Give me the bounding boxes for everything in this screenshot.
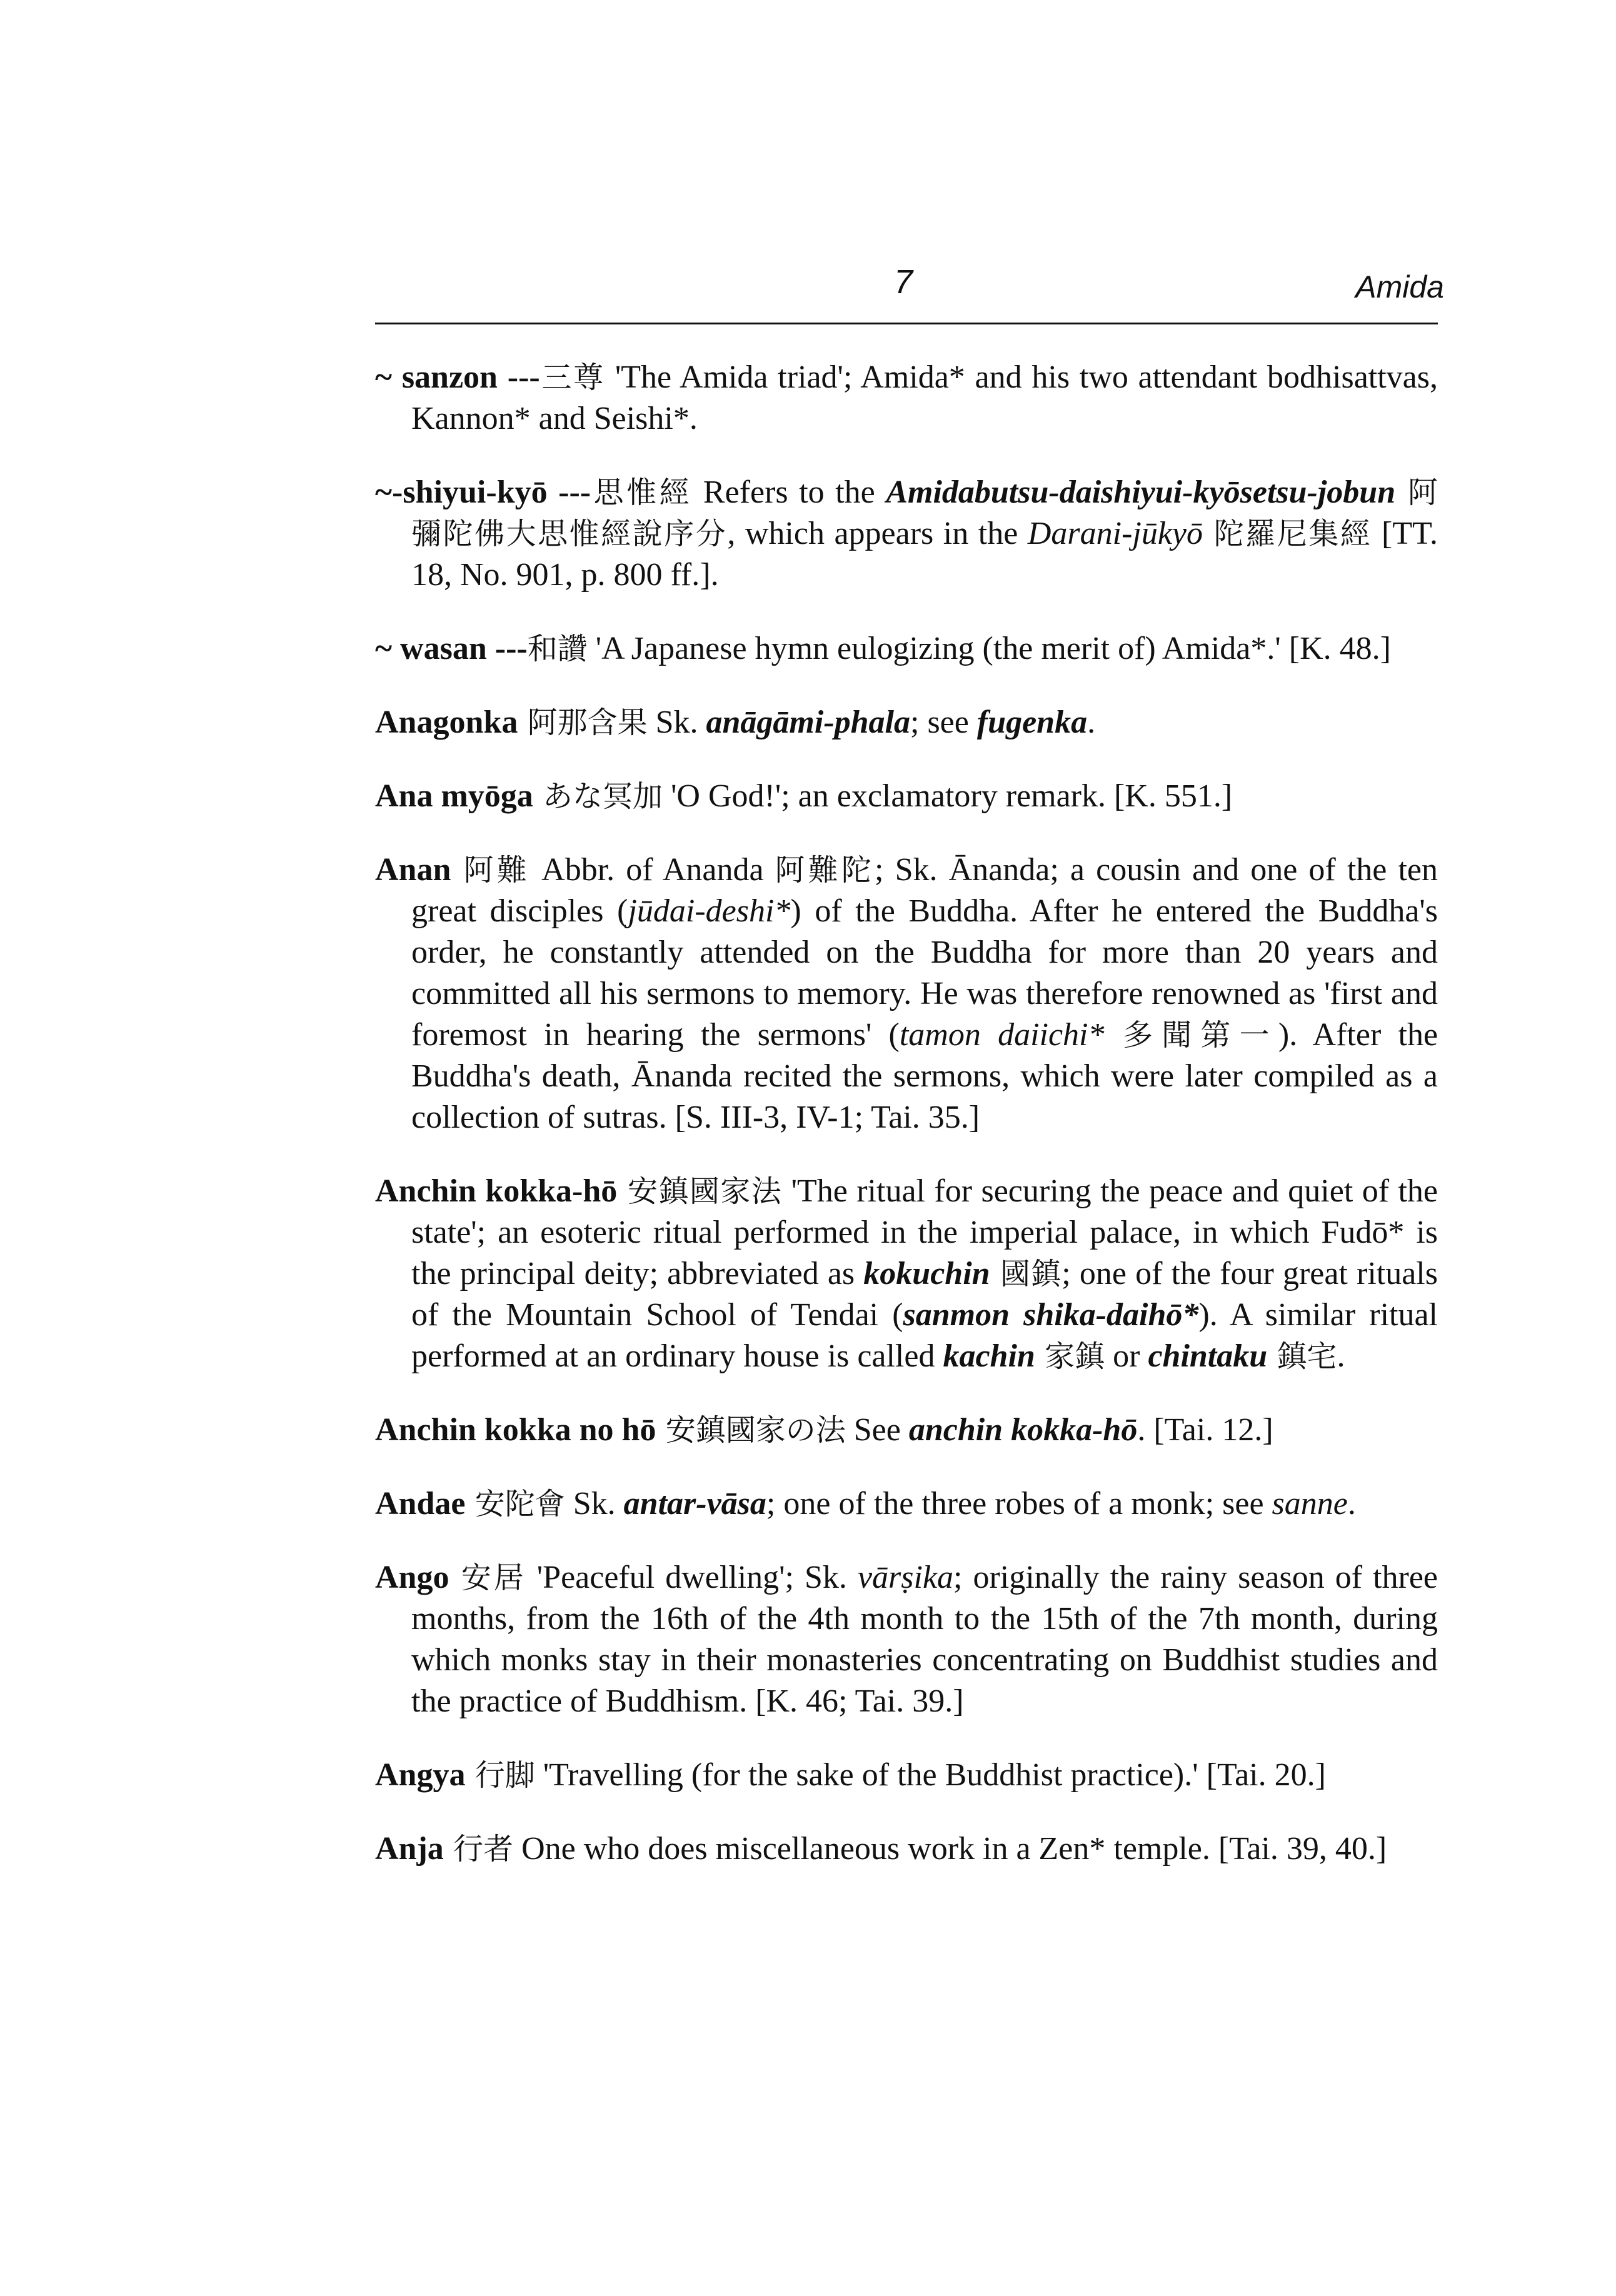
definition-part: Sk. [565, 1486, 624, 1521]
headword: Andae [375, 1486, 466, 1521]
page-number: 7 [894, 263, 913, 301]
italic-term: chintaku [1148, 1338, 1268, 1374]
definition-part: Refers to the [692, 474, 886, 510]
kanji: 阿那含果 [518, 705, 648, 740]
definition-part: ; see [910, 704, 977, 740]
definition-part: . [1087, 704, 1096, 740]
kanji: 陀羅尼集經 [1203, 516, 1372, 551]
definition-part: , which appears in the [727, 516, 1028, 551]
italic-term: tamon daiichi* [899, 1017, 1105, 1053]
kanji: 阿難陀 [775, 853, 875, 888]
italic-term: anāgāmi-phala [706, 704, 910, 740]
dashes: --- [547, 474, 591, 510]
entry-shiyui-kyo [375, 472, 1438, 596]
headword: ~-shiyui-kyō [375, 474, 548, 510]
definition-part: . [1337, 1338, 1345, 1374]
kanji: あな冥加 [533, 779, 663, 814]
header-rule [375, 323, 1438, 324]
definition-part: or [1105, 1338, 1148, 1374]
headword: Ana myōga [375, 778, 533, 814]
kanji: 安居 [449, 1560, 526, 1595]
definition-part: ; originally the rainy season of three months, from the 16th of the 4th month to the 15th of the 7th month, during which monks stay in their monasteries concentrating on Buddhist studies and the practice of Buddhism. [K. 46; Tai. 39.] [411, 1560, 1438, 1719]
italic-term: vārṣika [857, 1560, 954, 1595]
dashes: --- [497, 359, 540, 395]
kanji: 多聞第一 [1104, 1018, 1278, 1053]
entry-anja [375, 1828, 1438, 1870]
definition-part: [TT. 18, No. 901, p. 800 ff.]. [411, 516, 1438, 593]
definition-part: . [1347, 1486, 1356, 1521]
definition: 'The Amida triad'; Amida* and his two attendant bodhisattvas, Kannon* and Seishi*. [411, 359, 1438, 436]
definition-part: ). After the Buddha's death, Ānanda recited the sermons, which were later compiled as a collection of sutras. [S. III-3, IV-1; Tai. 35.] [411, 1017, 1438, 1135]
definition-part: ; Sk. Ānanda; a cousin and one of the ten great disciples ( [411, 852, 1438, 929]
definition-part: ; one of the three robes of a monk; see [766, 1486, 1272, 1521]
headword: Angya [375, 1757, 466, 1793]
kanji: 家鎮 [1035, 1339, 1105, 1374]
entry-anchin-kokka-ho [375, 1171, 1438, 1377]
definition-part: See [845, 1412, 909, 1448]
kanji: 國鎮 [990, 1256, 1062, 1291]
headword: Anagonka [375, 704, 518, 740]
kanji: 安陀會 [465, 1486, 565, 1521]
headword: Anchin kokka no hō [375, 1412, 656, 1448]
kanji: 安鎮國家法 [617, 1174, 783, 1209]
entry-anagonka [375, 702, 1438, 743]
italic-term: antar-vāsa [623, 1486, 766, 1521]
definition-part: Sk. [647, 704, 706, 740]
kanji: 和讚 [527, 631, 588, 666]
italic-term: Darani-jūkyō [1027, 516, 1203, 551]
definition: 'O God!'; an exclamatory remark. [K. 551.] [663, 778, 1233, 814]
italic-term: jūdai-deshi* [628, 893, 791, 929]
definition: 'Travelling (for the sake of the Buddhist practice).' [Tai. 20.] [534, 1757, 1326, 1793]
kanji: 行脚 [465, 1758, 535, 1793]
kanji: 阿難 [451, 853, 531, 888]
entry-andae [375, 1483, 1438, 1525]
italic-term: kachin [943, 1338, 1035, 1374]
italic-term: anchin kokka-hō [908, 1412, 1138, 1448]
entry-ango [375, 1557, 1438, 1722]
running-head: Amida [1355, 269, 1444, 304]
italic-term: sanne [1272, 1486, 1348, 1521]
headword: ~ sanzon [375, 359, 498, 395]
definition: 'A Japanese hymn eulogizing (the merit of) Amida*.' [K. 48.] [587, 631, 1391, 666]
headword: Anja [375, 1831, 444, 1867]
page-header [375, 263, 1444, 319]
headword: Ango [375, 1560, 449, 1595]
definition: One who does miscellaneous work in a Zen* temple. [Tai. 39, 40.] [513, 1831, 1387, 1867]
kanji: 阿彌陀佛大思惟經說序分 [411, 475, 1438, 551]
kanji: 思惟經 [591, 475, 693, 510]
kanji: 三尊 [540, 360, 606, 395]
kanji: 鎮宅 [1267, 1339, 1337, 1374]
entry-angya [375, 1755, 1438, 1796]
kanji: 行者 [443, 1832, 514, 1867]
definition-part: 'The ritual for securing the peace and quiet of the state'; an esoteric ritual performed in the imperial palace, in which Fudō* is the principal deity; abbreviated as [411, 1173, 1438, 1291]
entry-wasan [375, 628, 1438, 669]
definition-part: Abbr. of Ananda [530, 852, 775, 888]
entry-anan [375, 850, 1438, 1138]
italic-term: Amidabutsu-daishiyui-kyōsetsu-jobun [886, 474, 1396, 510]
entry-ana-myoga [375, 776, 1438, 817]
headword: Anan [375, 852, 451, 888]
definition-part: . [Tai. 12.] [1137, 1412, 1273, 1448]
definition-part: 'Peaceful dwelling'; Sk. [526, 1560, 858, 1595]
dictionary-page [375, 263, 1444, 1882]
headword: Anchin kokka-hō [375, 1173, 618, 1209]
italic-term: sanmon shika-daihō* [903, 1297, 1199, 1333]
entry-sanzon [375, 357, 1438, 439]
definition-part: ; one of the four great rituals of the Mountain School of Tendai ( [411, 1256, 1438, 1333]
definition-part: ) of the Buddha. After he entered the Buddha's order, he constantly attended on the Buddha for more than 20 years and committed all his sermons to memory. He was therefore renowned as 'first and foremost in hearing the sermons' ( [411, 893, 1438, 1053]
dashes: --- [486, 631, 528, 666]
italic-term: kokuchin [863, 1256, 990, 1291]
kanji: 安鎮國家の法 [656, 1413, 846, 1448]
headword: ~ wasan [375, 631, 487, 666]
entry-anchin-kokka-no-ho [375, 1410, 1438, 1451]
definition-part: ). A similar ritual performed at an ordinary house is called [411, 1297, 1438, 1374]
italic-term: fugenka [976, 704, 1088, 740]
